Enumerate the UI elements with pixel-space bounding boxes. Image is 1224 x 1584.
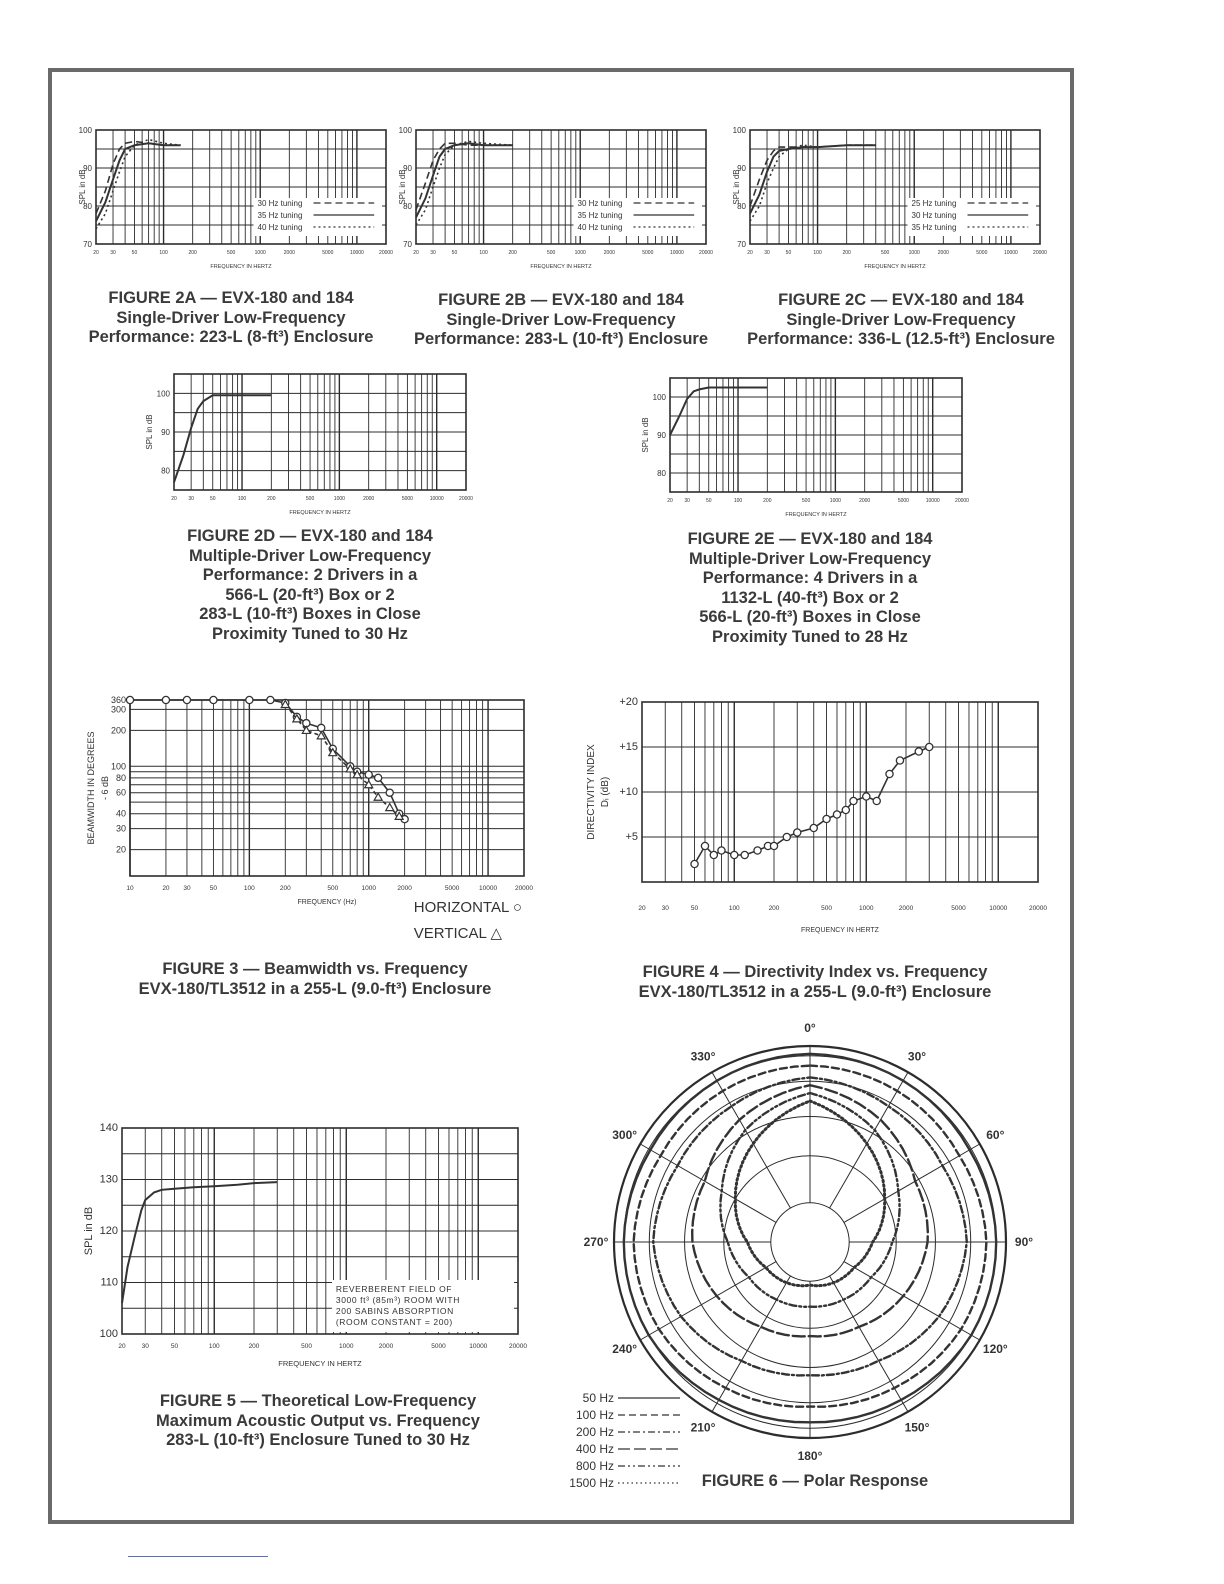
x-tick-label: 10000 (1003, 250, 1018, 256)
x-tick-label: 200 (763, 498, 772, 504)
x-tick-label: 500 (801, 498, 811, 504)
caption-line: Multiple-Driver Low-Frequency (688, 549, 932, 568)
x-tick-label: 50 (131, 250, 138, 256)
x-tick-label: 200 (188, 250, 197, 256)
polar-legend-label: 1500 Hz (569, 1476, 614, 1490)
polar-angle-label: 30° (907, 1049, 927, 1064)
y-tick-label: +20 (619, 696, 638, 708)
data-point-marker (770, 842, 777, 849)
polar-angle-label: 90° (1014, 1235, 1034, 1249)
caption-line: Single-Driver Low-Frequency (786, 310, 1016, 329)
caption-line: 283-L (10-ft³) Boxes in Close (199, 605, 421, 623)
y-axis-label: SPL in dB (398, 169, 407, 205)
data-point-marker (210, 696, 217, 703)
x-tick-label: 100 (159, 250, 168, 256)
y-tick-label: 80 (161, 466, 170, 476)
y-tick-label: +10 (619, 786, 638, 798)
x-tick-label: 1000 (908, 250, 920, 256)
y-tick-label: 300 (110, 704, 126, 715)
y-tick-label: 70 (737, 240, 746, 249)
data-point-marker (731, 851, 738, 858)
data-point-marker (183, 696, 190, 703)
y-axis-label: SPL in dB (641, 417, 650, 453)
legend-label: 35 Hz tuning (911, 223, 957, 232)
x-tick-label: 100 (813, 250, 822, 256)
y-tick-label: 100 (652, 393, 666, 402)
polar-ring (771, 1203, 849, 1281)
x-tick-label: 5000 (401, 496, 413, 502)
x-tick-label: 50 (785, 250, 792, 256)
figure-4-chart (578, 692, 1052, 962)
caption-line: Performance: 283-L (10-ft³) Enclosure (413, 330, 709, 348)
caption-line: Single-Driver Low-Frequency (116, 308, 346, 327)
polar-angle-label: 60° (986, 1128, 1005, 1142)
x-tick-label: 10 (126, 885, 134, 892)
x-tick-label: 20 (93, 250, 99, 256)
x-tick-label: 2000 (937, 250, 949, 256)
data-point-marker (783, 833, 790, 840)
x-tick-label: 30 (110, 250, 116, 256)
x-tick-label: 100 (243, 885, 255, 892)
caption-line: 283-L (10-ft³) Enclosure Tuned to 30 Hz (166, 1431, 470, 1449)
figure-2c-chart (728, 120, 1058, 280)
polar-legend-label: 100 Hz (575, 1408, 614, 1422)
series-line-35-hz-tuning (96, 143, 181, 221)
polar-angle-label: 150° (904, 1420, 930, 1435)
x-tick-label: 500 (821, 905, 832, 912)
x-tick-label: 100 (733, 498, 743, 504)
x-tick-label: 20000 (459, 496, 473, 502)
caption-line: FIGURE 6 — Polar Response (701, 1472, 929, 1490)
caption-line: FIGURE 2B — EVX-180 and 184 (438, 291, 684, 309)
caption-line: 566-L (20-ft³) Boxes in Close (699, 608, 921, 626)
x-tick-label: 50 (705, 498, 712, 504)
x-tick-label: 100 (237, 496, 247, 502)
x-tick-label: 20000 (955, 498, 969, 504)
series-line-response (670, 388, 767, 436)
x-tick-label: 10000 (669, 250, 684, 256)
y-tick-label: 100 (156, 389, 170, 399)
figure-3-chart (80, 690, 540, 960)
x-tick-label: 100 (479, 250, 488, 256)
x-tick-label: 20 (162, 885, 170, 892)
figure-2a-chart (80, 120, 400, 280)
x-axis-label: FREQUENCY IN HERTZ (278, 1359, 362, 1368)
y-tick-label: 90 (161, 428, 170, 437)
x-tick-label: 30 (684, 498, 690, 504)
x-tick-label: 200 (508, 250, 517, 256)
caption-line: FIGURE 3 — Beamwidth vs. Frequency (162, 960, 468, 978)
x-tick-label: 20 (638, 905, 646, 912)
x-tick-label: 30 (188, 496, 194, 502)
x-tick-label: 2000 (283, 250, 295, 256)
x-axis-label: FREQUENCY IN HERTZ (289, 510, 351, 516)
y-tick-label: 140 (99, 1122, 118, 1134)
figure-2b-caption (398, 291, 724, 350)
y-tick-label: 90 (403, 164, 412, 173)
caption-line: FIGURE 5 — Theoretical Low-Frequency (159, 1392, 477, 1410)
annotation-text: 3000 ft³ (85m³) ROOM WITH (335, 1295, 460, 1305)
x-tick-label: 20000 (699, 250, 713, 256)
data-point-marker (915, 748, 922, 755)
x-tick-label: 500 (301, 1343, 312, 1350)
caption-line: FIGURE 2E — EVX-180 and 184 (687, 530, 933, 548)
x-tick-label: 5000 (444, 885, 460, 892)
y-tick-label: 200 (110, 725, 126, 736)
caption-line: EVX-180/TL3512 in a 255-L (9.0-ft³) Enclosure (138, 979, 492, 998)
x-axis-label: FREQUENCY IN HERTZ (210, 264, 272, 270)
x-tick-label: 50 (690, 905, 699, 912)
y-tick-label: 100 (110, 761, 126, 772)
x-tick-label: 1000 (361, 885, 376, 892)
figure-5-caption (118, 1392, 518, 1451)
x-tick-label: 5000 (951, 905, 966, 912)
x-tick-label: 5000 (897, 498, 909, 504)
x-tick-label: 2000 (397, 885, 412, 892)
y-tick-label: 20 (115, 844, 126, 855)
x-tick-label: 1000 (254, 250, 266, 256)
x-tick-label: 500 (546, 250, 556, 256)
data-point-marker (896, 757, 903, 764)
polar-legend-label: 800 Hz (575, 1459, 614, 1473)
y-tick-label: 90 (657, 431, 666, 440)
figure-2e-caption (660, 530, 960, 647)
caption-line: FIGURE 2C — EVX-180 and 184 (778, 291, 1024, 309)
data-point-marker (873, 797, 880, 804)
x-axis-label: FREQUENCY (Hz) (297, 899, 357, 906)
legend-label: 35 Hz tuning (577, 211, 623, 220)
data-point-marker (126, 696, 133, 703)
x-tick-label: 50 (209, 885, 218, 892)
y-tick-label: 70 (83, 240, 92, 249)
series-line-30-hz-tuning (96, 141, 181, 213)
data-point-marker (741, 851, 748, 858)
x-tick-label: 30 (764, 250, 770, 256)
x-tick-label: 20 (413, 250, 419, 256)
data-point-marker (863, 793, 870, 800)
y-tick-label: 60 (115, 787, 126, 798)
x-tick-label: 10000 (469, 1343, 488, 1350)
series-line-40-hz-tuning (96, 140, 181, 229)
caption-line: FIGURE 4 — Directivity Index vs. Frequency (642, 963, 988, 981)
data-point-marker (823, 815, 830, 822)
y-axis-label: BEAMWIDTH IN DEGREES (86, 731, 96, 845)
data-point-marker (833, 811, 840, 818)
y-axis-label: SPL in dB (83, 1206, 95, 1256)
polar-angle-label: 300° (612, 1128, 638, 1142)
y-tick-label: 40 (115, 808, 126, 819)
caption-line: Performance: 336-L (12.5-ft³) Enclosure (747, 330, 1055, 348)
annotation-text: 200 SABINS ABSORPTION (335, 1306, 454, 1316)
y-axis-sublabel: Dᵢ (dB) (600, 776, 611, 808)
figure-2a-caption (72, 289, 390, 348)
annotation-text: (ROOM CONSTANT = 200) (335, 1317, 453, 1327)
x-tick-label: 5000 (976, 250, 988, 256)
y-tick-label: 90 (737, 164, 746, 173)
y-tick-label: 100 (78, 126, 92, 135)
x-tick-label: 20 (667, 498, 673, 504)
x-tick-label: 20000 (1033, 250, 1047, 256)
polar-legend-label: 200 Hz (575, 1425, 614, 1439)
data-point-marker (267, 696, 274, 703)
polar-angle-label: 210° (690, 1420, 716, 1435)
data-point-marker (710, 851, 717, 858)
x-tick-label: 5000 (642, 250, 654, 256)
y-tick-label: 30 (115, 823, 126, 834)
x-tick-label: 20000 (379, 250, 393, 256)
y-tick-label: 90 (83, 164, 92, 173)
x-tick-label: 5000 (431, 1343, 446, 1350)
figure-4-caption (605, 963, 1025, 1002)
legend-label: 40 Hz tuning (577, 223, 623, 232)
legend-label: 30 Hz tuning (911, 211, 957, 220)
data-point-marker (926, 743, 933, 750)
y-tick-label: 100 (398, 126, 412, 135)
data-point-marker (886, 770, 893, 777)
annotation-text: REVERBERENT FIELD OF (335, 1284, 453, 1294)
caption-line: 566-L (20-ft³) Box or 2 (225, 585, 395, 604)
figure-2b-chart (400, 120, 730, 280)
data-point-marker (386, 789, 393, 796)
x-tick-label: 30 (141, 1343, 149, 1350)
x-tick-label: 10000 (989, 905, 1008, 912)
x-tick-label: 20000 (514, 885, 534, 892)
y-tick-label: 80 (83, 202, 92, 211)
figure-6-chart (560, 1010, 1060, 1500)
figure-2d-chart (144, 368, 476, 518)
series-line-directivity-index (695, 747, 930, 864)
y-tick-label: 80 (403, 202, 412, 211)
y-tick-label: 120 (99, 1225, 118, 1237)
x-tick-label: 20 (118, 1343, 126, 1350)
x-tick-label: 20 (171, 496, 177, 502)
x-tick-label: 30 (661, 905, 669, 912)
data-point-marker (691, 860, 698, 867)
legend-label: 35 Hz tuning (257, 211, 303, 220)
data-point-marker (386, 804, 394, 811)
caption-line: Proximity Tuned to 28 Hz (712, 627, 908, 646)
x-tick-label: 30 (183, 885, 191, 892)
data-point-marker (718, 847, 725, 854)
y-axis-sublabel: - 6 dB (100, 775, 110, 801)
y-tick-label: +15 (619, 741, 638, 753)
caption-line: EVX-180/TL3512 in a 255-L (9.0-ft³) Enclosure (638, 982, 992, 1001)
y-tick-label: 80 (657, 469, 666, 478)
y-tick-label: 100 (99, 1328, 118, 1340)
polar-angle-label: 0° (804, 1021, 816, 1035)
polar-legend-label: 50 Hz (582, 1391, 614, 1405)
x-tick-label: 100 (728, 905, 740, 912)
legend-label-horizontal: HORIZONTAL ○ (413, 899, 522, 916)
x-tick-label: 1000 (574, 250, 586, 256)
x-tick-label: 10000 (349, 250, 364, 256)
x-axis-label: FREQUENCY IN HERTZ (785, 512, 847, 518)
x-tick-label: 20000 (508, 1343, 528, 1350)
x-tick-label: 50 (209, 496, 216, 502)
x-tick-label: 200 (248, 1343, 260, 1350)
caption-line: FIGURE 2A — EVX-180 and 184 (108, 289, 354, 307)
x-axis-label: FREQUENCY IN HERTZ (801, 927, 879, 934)
x-tick-label: 200 (267, 496, 276, 502)
x-tick-label: 10000 (925, 498, 940, 504)
data-point-marker (701, 842, 708, 849)
x-tick-label: 50 (451, 250, 458, 256)
x-tick-label: 2000 (378, 1343, 394, 1350)
figure-5-chart (80, 1118, 540, 1378)
figure-3-caption (110, 960, 520, 999)
x-tick-label: 1000 (859, 905, 874, 912)
x-tick-label: 10000 (479, 885, 498, 892)
polar-angle-label: 270° (583, 1235, 609, 1249)
y-axis-label: DIRECTIVITY INDEX (586, 744, 597, 840)
x-tick-label: 10000 (429, 496, 444, 502)
x-tick-label: 200 (842, 250, 851, 256)
legend-label: 25 Hz tuning (911, 199, 957, 208)
y-axis-label: SPL in dB (78, 169, 87, 205)
x-tick-label: 2000 (363, 496, 375, 502)
data-point-marker (318, 724, 325, 731)
figure-6-caption (690, 1472, 940, 1492)
data-point-marker (162, 696, 169, 703)
polar-legend-label: 400 Hz (575, 1442, 614, 1456)
data-point-marker (850, 797, 857, 804)
caption-line: Performance: 4 Drivers in a (702, 569, 918, 587)
caption-line: Maximum Acoustic Output vs. Frequency (156, 1411, 480, 1430)
y-tick-label: 70 (403, 240, 412, 249)
caption-line: Proximity Tuned to 30 Hz (212, 624, 408, 643)
x-axis-label: FREQUENCY IN HERTZ (530, 264, 592, 270)
x-tick-label: 5000 (322, 250, 334, 256)
x-tick-label: 1000 (333, 496, 345, 502)
polar-angle-label: 330° (690, 1049, 716, 1064)
x-tick-label: 100 (208, 1343, 220, 1350)
legend-label: 40 Hz tuning (257, 223, 303, 232)
data-point-marker (754, 847, 761, 854)
x-tick-label: 20000 (1028, 905, 1048, 912)
x-tick-label: 1000 (829, 498, 841, 504)
legend-label: 30 Hz tuning (257, 199, 303, 208)
x-tick-label: 50 (170, 1343, 179, 1350)
x-tick-label: 500 (305, 496, 315, 502)
x-tick-label: 20 (747, 250, 753, 256)
data-point-marker (794, 829, 801, 836)
caption-line: 1132-L (40-ft³) Box or 2 (721, 588, 899, 607)
caption-line: FIGURE 2D — EVX-180 and 184 (187, 527, 433, 545)
x-tick-label: 2000 (603, 250, 615, 256)
y-tick-label: 110 (100, 1276, 118, 1289)
polar-angle-label: 120° (982, 1342, 1008, 1356)
legend-label: 30 Hz tuning (577, 199, 623, 208)
data-point-marker (810, 824, 817, 831)
series-line-30-hz-tuning (416, 143, 513, 210)
bottom-rule (128, 1556, 268, 1557)
y-tick-label: 360 (110, 695, 126, 705)
x-tick-label: 500 (327, 885, 339, 892)
y-tick-label: +5 (625, 831, 638, 843)
data-point-marker (375, 774, 382, 781)
data-point-marker (842, 806, 849, 813)
x-axis-label: FREQUENCY IN HERTZ (864, 264, 926, 270)
x-tick-label: 500 (880, 250, 890, 256)
x-tick-label: 1000 (339, 1343, 354, 1350)
x-tick-label: 2000 (898, 905, 914, 912)
data-point-marker (365, 771, 372, 778)
y-axis-label: SPL in dB (732, 169, 741, 205)
x-tick-label: 30 (430, 250, 436, 256)
x-tick-label: 200 (279, 885, 291, 892)
x-tick-label: 200 (768, 905, 780, 912)
y-tick-label: 80 (737, 202, 746, 211)
series-line-response (174, 395, 271, 482)
figure-2e-chart (640, 370, 970, 526)
y-axis-label: SPL in dB (145, 414, 154, 450)
caption-line: Performance: 2 Drivers in a (202, 566, 418, 584)
caption-line: Single-Driver Low-Frequency (446, 310, 676, 329)
data-point-marker (246, 696, 253, 703)
legend-label-vertical: VERTICAL △ (413, 925, 502, 942)
polar-angle-label: 180° (797, 1449, 823, 1463)
polar-angle-label: 240° (612, 1342, 638, 1356)
caption-line: Multiple-Driver Low-Frequency (188, 546, 432, 565)
figure-2c-caption (730, 291, 1072, 350)
x-tick-label: 2000 (859, 498, 871, 504)
figure-2d-caption (160, 527, 460, 644)
x-tick-label: 500 (226, 250, 236, 256)
y-tick-label: 130 (99, 1173, 118, 1186)
y-tick-label: 100 (732, 126, 746, 135)
caption-line: Performance: 223-L (8-ft³) Enclosure (88, 328, 374, 346)
y-tick-label: 80 (115, 772, 126, 783)
